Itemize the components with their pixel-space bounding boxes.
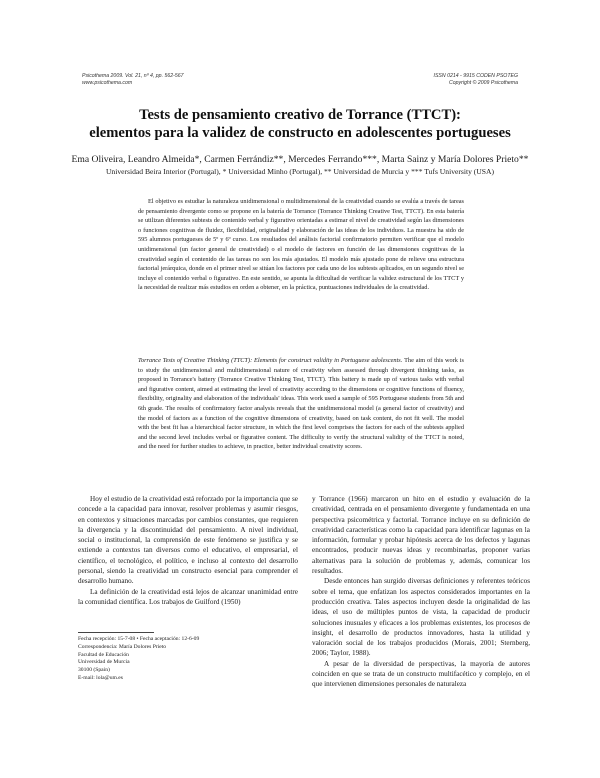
author-list: Ema Oliveira, Leandro Almeida*, Carmen Ferrándiz**, Mercedes Ferrando***, Marta Sainz y María Dolores Prieto** xyxy=(71,154,529,165)
body-column-right xyxy=(312,494,530,690)
title-line-2: elementos para la validez de constructo en adolescentes portugueses xyxy=(89,125,511,141)
abstract-spanish: El objetivo es estudiar la naturaleza unidimensional o multidimensional de la creatividad cuando se evalúa a través de tareas de pensamiento divergente como se propone en la batería de Torrance (Torrance Thinking Creative Test, TTCT). En esta batería se utilizan diferentes subtests de contenido verbal y figurativo orientadas a estimar el nivel de creatividad según las dimensiones o funciones cognitivas de fluidez, flexibilidad, originalidad y elaboración de las ideas de los individuos. La muestra ha sido de 595 alumnos portugueses de 5º y 6º curso. Los resultados del análisis factorial confirmatorio permiten verificar que el modelo unidimensional (un factor general de creatividad) o el modelo de factores en función de las dimensiones cognitivas de la creatividad según el contenido de las tareas no son los más ajustados. El modelo más ajustado pone de relieve una estructura factorial jerárquica, donde en el primer nivel se sitúan los factores por cada uno de los subtests aplicados, en un segundo nivel se incluye el contenido verbal o figurativo. En este sentido, se apunta la dificultad de verificar la validez estructural de los TTCT y la necesidad de realizar más estudios en orden a obtener, en la práctica, puntuaciones individuales de la creatividad. xyxy=(138,198,464,292)
journal-header xyxy=(82,73,184,87)
journal-website: www.psicothema.com xyxy=(82,80,133,86)
footnote-divider xyxy=(78,632,154,633)
abstract-english-title: Torrance Tests of Creative Thinking (TTCT): Elements for construct validity in Portuguese adolescents. xyxy=(138,357,403,364)
copyright-line: Copyright © 2009 Psicothema xyxy=(449,80,518,86)
footnote-dates: Fecha recepción: 15-7-08 • Fecha aceptación: 12-6-09 xyxy=(78,636,200,642)
body-paragraph: La definición de la creatividad está lejos de alcanzar unanimidad entre la comunidad científica. Los trabajos de Guilford (1950) xyxy=(78,587,298,606)
footnote-email: E-mail: lola@um.es xyxy=(78,674,123,681)
title-line-1: Tests de pensamiento creativo de Torrance (TTCT): xyxy=(139,107,461,123)
body-paragraph: Desde entonces han surgido diversas definiciones y referentes teóricos sobre el tema, que enfatizan los aspectos considerados importantes en la producción creativa. Tales aspectos incluyen desde la originalidad de las ideas, el uso de múltiples puntos de vista, la capacidad de producir soluciones inusuales y eficaces a los problemas existentes, los procesos de insight, el desarrollo de productos innovadores, hasta la utilidad y valoración social de los trabajos producidos (Morais, 2001; Sternberg, 2006; Taylor, 1988). xyxy=(312,577,530,658)
footnote xyxy=(78,636,298,683)
body-paragraph: Hoy el estudio de la creatividad está reforzado por la importancia que se concede a la capacidad para innovar, resolver problemas y asumir riesgos, en contextos y situaciones marcadas por cambios constantes, que requieren la divergencia y la discontinuidad del pensamiento. A nivel individual, social o institucional, la comprensión de este fenómeno se justifica y se extiende a contextos tan diversos como el educativo, el empresarial, el científico, el tecnológico, el político, e incluso al contexto del desarrollo personal, siendo la creatividad un constructo esencial para comprender el desarrollo humano. xyxy=(78,495,298,586)
abstract-english xyxy=(138,356,464,452)
abstract-english-body: The aim of this work is to study the unidimensional and multidimensional nature of creativity when assessed through divergent thinking tasks, as proposed in Torrance's battery (Torrance Creative Thinking Test, TTCT). This battery is made up of various tasks with verbal and figurative content, aimed at estimating the level of creativity according to the dimensions or cognitive functions of fluency, flexibility, originality and elaboration of the individuals' ideas. This work used a sample of 595 Portuguese students from 5th and 6th grade. The results of confirmatory factor analysis reveals that the unidimensional model (a general factor of creativity) and the model of factors as a function of the cognitive dimensions of creativity, based on task content, do not fit well. The model with the best fit has a hierarchical factor structure, in which the first level comprises the factors for each of the subtests applied and the second level includes verbal or figurative content. The difficulty to verify the structural validity of the TTCT is noted, and the need for further studies to achieve, in practice, better individual creativity scores. xyxy=(138,357,464,451)
body-column-left xyxy=(78,494,298,607)
paper-title xyxy=(40,106,560,142)
footnote-faculty: Facultad de Educación xyxy=(78,651,129,658)
footnote-postal: 30100 (Spain) xyxy=(78,667,110,674)
footnote-university: Universidad de Murcia xyxy=(78,659,130,666)
affiliations: Universidad Beira Interior (Portugal), * Universidad Minho (Portugal), ** Universidad de Murcia y *** Tufs University (USA) xyxy=(105,167,495,176)
journal-citation: Psicothema 2009. Vol. 21, nº 4, pp. 562-567 xyxy=(82,73,184,79)
issn-header xyxy=(434,73,518,87)
body-paragraph: A pesar de la diversidad de perspectivas, la mayoría de autores coinciden en que se trata de un constructo multifacético y complejo, en el que intervienen dimensiones personales de naturaleza xyxy=(312,659,530,689)
body-paragraph: y Torrance (1966) marcaron un hito en el estudio y evaluación de la creatividad, centrada en el pensamiento divergente y fundamentada en una perspectiva psicométrica y factorial. Torrance incluye en su definición de creatividad características como la capacidad para identificar lagunas en la información, formular y probar hipótesis acerca de los defectos y lagunas encontrados, producir nuevas ideas y recombinarlas, proponer varias alternativas para la solución de problemas y, además, comunicar los resultados. xyxy=(312,495,530,576)
footnote-correspondence: Correspondencia: María Dolores Prieto xyxy=(78,643,167,650)
issn-line: ISSN 0214 - 9915 CODEN PSOTEG xyxy=(433,73,518,79)
